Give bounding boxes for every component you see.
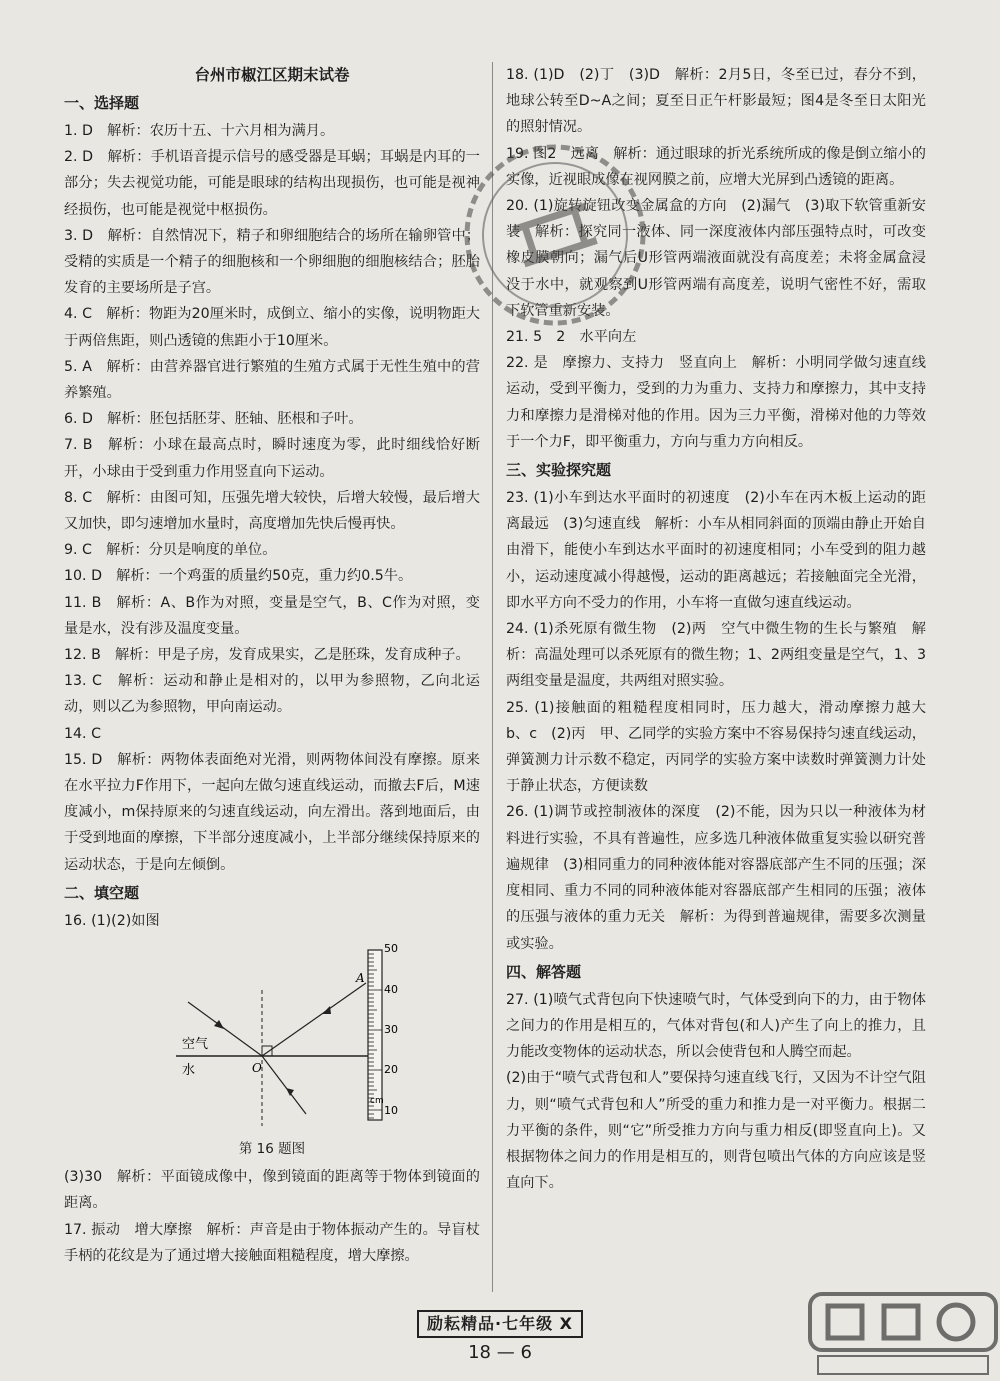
ruler	[368, 950, 382, 1120]
water-label: 水	[182, 1063, 196, 1079]
answer-item: 23. (1)小车到达水平面时的初速度 (2)小车在丙木板上运动的距离最远 (3)匀速直线 解析：小车从相同斜面的顶端由静止开始自由滑下，能使小车到达水平面时的初速度相同；小车受到的阻力越小，运动速度减小得越慢，运动的距离越远；若接触面完全光滑，即水平方向不受力的作用，小车将一直做匀速直线运动。	[506, 490, 926, 611]
answer-item: 18. (1)D (2)丁 (3)D 解析：2月5日，冬至已过，春分不到，地球公转至D~A之间；夏至日正午杆影最短；图4是冬至日太阳光的照射情况。	[506, 67, 926, 136]
answer-item: 5. A 解析：由营养器官进行繁殖的生殖方式属于无性生殖中的营养繁殖。	[64, 358, 480, 402]
arrow-icon	[322, 1006, 331, 1014]
answer-item: 1. D 解析：农历十五、十六月相为满月。	[64, 123, 335, 139]
answer-item: 10. D 解析：一个鸡蛋的质量约50克，重力约0.5牛。	[64, 568, 413, 585]
answer-item: 15. D 解析：两物体表面绝对光滑，则两物体间没有摩擦。原来在水平拉力F作用下，一起向左做匀速直线运动，而撤去F后，M速度减小，m保持原来的匀速直线运动，向左滑出。落到地面后，由于受到地面的摩擦，下半部分速度减小，上半部分继续保持原来的运动状态，于是向左倾倒。	[64, 751, 480, 873]
q16-figure	[64, 938, 480, 1138]
answer-item: 9. C 解析：分贝是响度的单位。	[64, 542, 277, 559]
answer-item: 24. (1)杀死原有微生物 (2)两 空气中微生物的生长与繁殖 解析：高温处理可以杀死原有的微生物；1、2两组变量是空气，1、3两组变量是温度，共两组对照实验。	[506, 621, 926, 690]
answer-item: 19. 图2 远离 解析：通过眼球的折光系统所成的像是倒立缩小的实像，近视眼成像在视网膜之前，应增大光屏到凸透镜的距离。	[506, 145, 926, 188]
answer-item: 8. C 解析：由图可知，压强先增大较快，后增大较慢，最后增大又加快，即匀速增加水量时，高度增加先快后慢再快。	[64, 489, 480, 533]
ruler-tick-label: 10	[384, 1104, 398, 1118]
answer-item: 6. D 解析：胚包括胚芽、胚轴、胚根和子叶。	[64, 411, 363, 428]
ruler-tick-label: 20	[384, 1063, 398, 1077]
answer-item: 4. C 解析：物距为20厘米时，成倒立、缩小的实像，说明物距大于两倍焦距，则凸透镜的焦距小于10厘米。	[64, 306, 480, 349]
answer-item: 12. B 解析：甲是子房，发育成果实，乙是胚珠，发育成种子。	[64, 647, 470, 664]
point-a-label: A	[356, 971, 365, 986]
answer-item: 17. 振动 增大摩擦 解析：声音是由于物体振动产生的。导盲杖手柄的花纹是为了通过增大接触面粗糙程度，增大摩擦。	[64, 1221, 480, 1264]
answer-item: 3. D 解析：自然情况下，精子和卵细胞结合的场所在输卵管中；受精的实质是一个精子的细胞核和一个卵细胞的细胞核结合；胚胎发育的主要场所是子宫。	[64, 227, 480, 297]
answer-item: 27. (1)喷气式背包向下快速喷气时，气体受到向下的力，由于物体之间力的作用是相互的，气体对背包(和人)产生了向上的推力，且力能改变物体的运动状态，所以会使背包和人腾空而起。	[506, 991, 926, 1061]
section-heading: 三、实验探究题	[506, 461, 612, 480]
answer-item: 2. D 解析：手机语音提示信号的感受器是耳蜗；耳蜗是内耳的一部分；失去视觉功能，可能是眼球的结构出现损伤，也可能是视神经损伤，也可能是视觉中枢损伤。	[64, 149, 480, 218]
answer-item: (2)由于“喷气式背包和人”要保持匀速直线飞行，又因为不计空气阻力，则“喷气式背包和人”所受的重力和推力是一对平衡力。根据二力平衡的条件，则“它”所受推力方向与重力相反(即竖直向上)。又根据物体之间力的作用是相互的，则背包喷出气体的方向应该是竖直向下。	[506, 1070, 926, 1192]
answer-item: 26. (1)调节或控制液体的深度 (2)不能，因为只以一种液体为材料进行实验，不具有普遍性，应多选几种液体做重复实验以研究普遍规律 (3)相同重力的同种液体能对容器底部产生不同的压强；深度相同、重力不同的同种液体能对容器底部产生相同的压强；液体的压强与液体的重力无关 解析：为得到普遍规律，需要多次测量或实验。	[506, 804, 926, 952]
answer-item: 7. B 解析：小球在最高点时，瞬时速度为零，此时细线恰好断开，小球由于受到重力作用竖直向下运动。	[64, 437, 480, 480]
answer-item: 11. B 解析：A、B作为对照，变量是空气，B、C作为对照，变量是水，没有涉及温度变量。	[64, 594, 480, 637]
page-title: 台州市椒江区期末试卷	[194, 66, 350, 84]
refracted-ray	[262, 1056, 306, 1114]
section-heading: 二、填空题	[64, 883, 140, 902]
answer-item: 13. C 解析：运动和静止是相对的，以甲为参照物，乙向北运动，则以乙为参照物，甲向南运动。	[64, 673, 480, 716]
ruler-tick-label: 30	[384, 1023, 398, 1037]
ruler-tick-label: 40	[384, 983, 398, 997]
footer	[0, 1310, 1000, 1338]
answer-item: (3)30 解析：平面镜成像中，像到镜面的距离等于物体到镜面的距离。	[64, 1169, 480, 1212]
answer-item: 14. C	[64, 725, 101, 742]
left-column	[64, 62, 480, 1269]
answer-item: 22. 是 摩擦力、支持力 竖直向上 解析：小明同学做匀速直线运动，受到平衡力，受到的力为重力、支持力和摩擦力，其中支持力和摩擦力是滑梯对他的作用。因为三力平衡，滑梯对他的力等效于一个力F，即平衡重力，方向与重力方向相反。	[506, 355, 926, 450]
answer-item: 21. 5 2 水平向左	[506, 329, 637, 346]
ruler-unit: cm	[370, 1096, 384, 1107]
point-o-label: O	[252, 1061, 262, 1076]
answer-item: 25. (1)接触面的粗糙程度相同时，压力越大，滑动摩擦力越大 b、c (2)丙 甲、乙同学的实验方案中不容易保持匀速直线运动，弹簧测力计示数不稳定，丙同学的实验方案中读数时弹簧测力计处于静止状态，方便读数	[506, 699, 941, 795]
page-number: 18 — 6	[468, 1342, 532, 1363]
figure-caption: 第 16 题图	[238, 1141, 306, 1158]
air-label: 空气	[182, 1037, 209, 1053]
refraction-diagram	[64, 938, 480, 1138]
answer-item: 20. (1)旋转旋钮改变金属盒的方向 (2)漏气 (3)取下软管重新安装 解析：探究同一液体、同一深度液体内部压强特点时，可改变橡皮膜朝向；漏气后U形管两端液面就没有高度差；未将金属盒浸没于水中，就观察到U形管两端有高度差，说明气密性不好，需取下软管重新安装。	[506, 198, 926, 319]
arrow-icon	[286, 1088, 294, 1096]
section-heading: 四、解答题	[506, 962, 582, 981]
answer-item: 16. (1)(2)如图	[64, 912, 160, 929]
ruler-tick-label: 50	[384, 942, 398, 956]
brand-badge: 励耘精品·七年级 X	[417, 1310, 583, 1338]
section-heading: 一、选择题	[64, 94, 140, 112]
reflected-ray	[262, 983, 366, 1056]
